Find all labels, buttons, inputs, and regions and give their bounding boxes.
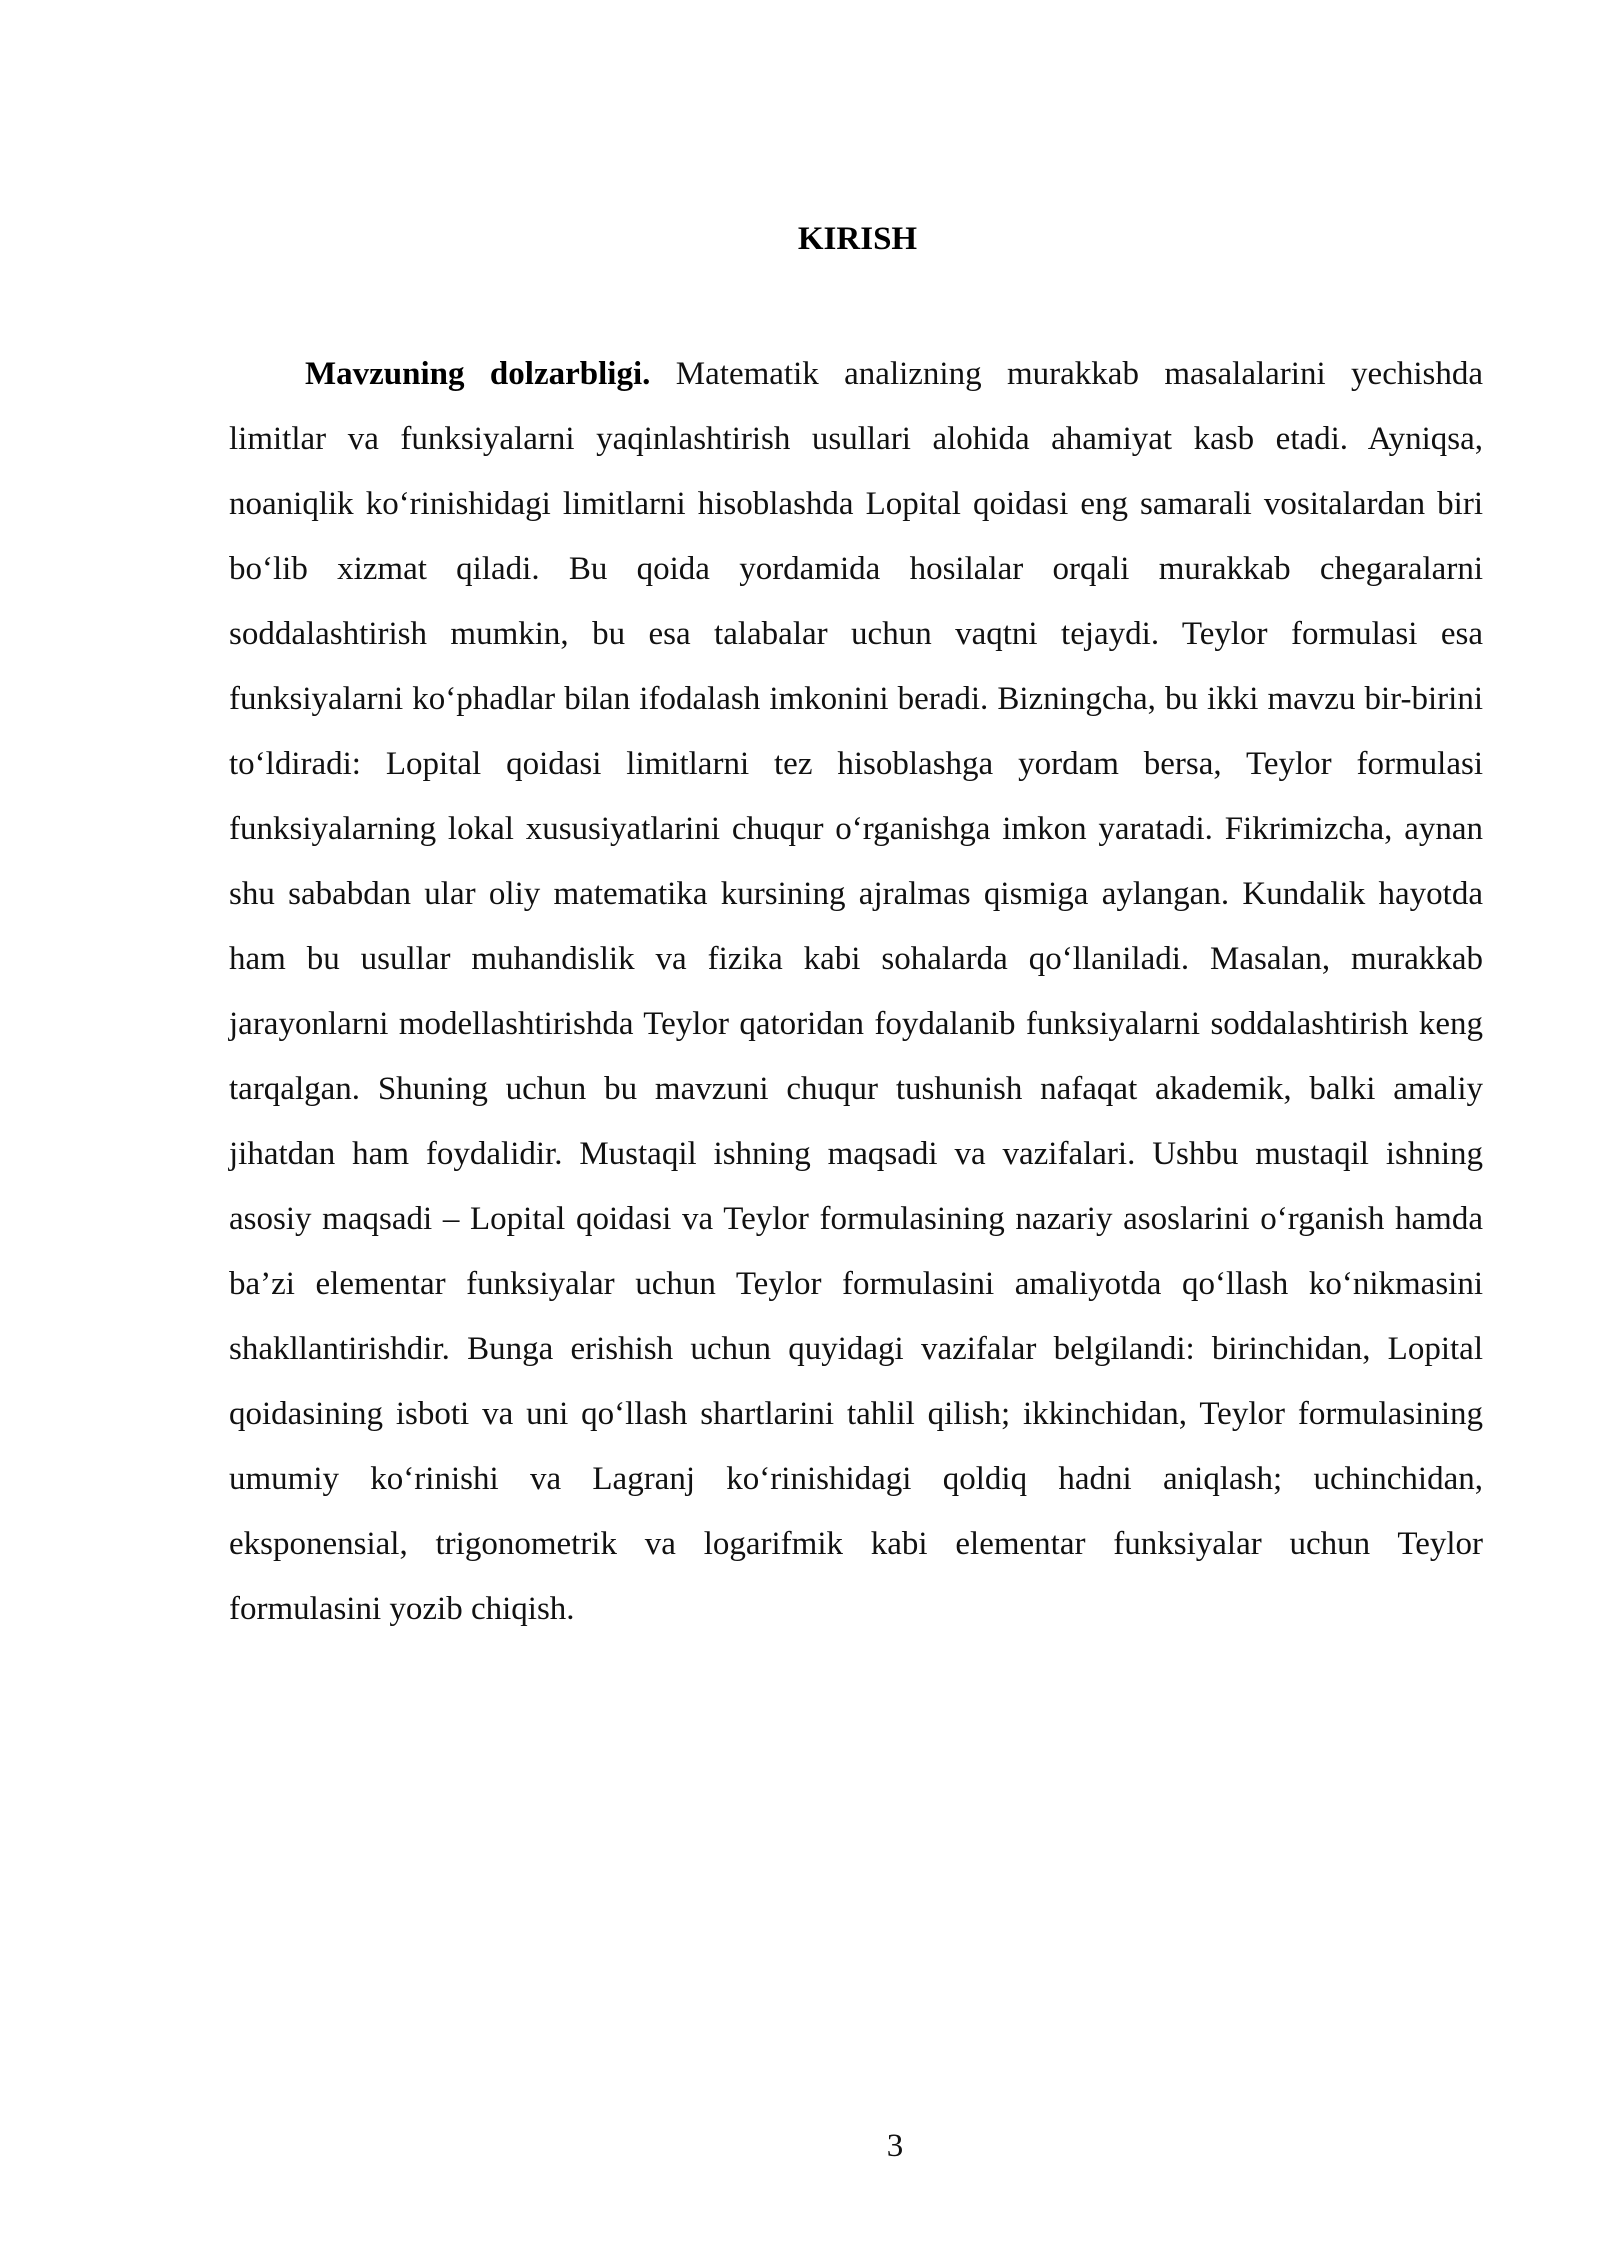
intro-paragraph (229, 342, 1483, 1642)
paragraph-body: Matematik analizning murakkab masalalarini yechishda limitlar va funksiyalarni yaqinlashtirish usullari alohida ahamiyat kasb etadi. Ayniqsa, noaniqlik ko‘rinishidagi limitlarni hisoblashda Lopital qoidasi eng samarali vositalardan biri bo‘lib xizmat qiladi. Bu qoida yordamida hosilalar orqali murakkab chegaralarni soddalashtirish mumkin, bu esa talabalar uchun vaqtni tejaydi. Teylor formulasi esa funksiyalarni ko‘phadlar bilan ifodalash imkonini beradi. Bizningcha, bu ikki mavzu bir-birini to‘ldiradi: Lopital qoidasi limitlarni tez hisoblashga yordam bersa, Teylor formulasi funksiyalarning lokal xususiyatlarini chuqur o‘rganishga imkon yaratadi. Fikrimizcha, aynan shu sababdan ular oliy matematika kursining ajralmas qismiga aylangan. Kundalik hayotda ham bu usullar muhandislik va fizika kabi sohalarda qo‘llaniladi. Masalan, murakkab jarayonlarni modellashtirishda Teylor qatoridan foydalanib funksiyalarni soddalashtirish keng tarqalgan. Shuning uchun bu mavzuni chuqur tushunish nafaqat akademik, balki amaliy jihatdan ham foydalidir. Mustaqil ishning maqsadi va vazifalari. Ushbu mustaqil ishning asosiy maqsadi – Lopital qoidasi va Teylor formulasining nazariy asoslarini o‘rganish hamda ba’zi elementar funksiyalar uchun Teylor formulasini amaliyotda qo‘llash ko‘nikmasini shakllantirishdir. Bunga erishish uchun quyidagi vazifalar belgilandi: birinchidan, Lopital qoidasining isboti va uni qo‘llash shartlarini tahlil qilish; ikkinchidan, Teylor formulasining umumiy ko‘rinishi va Lagranj ko‘rinishidagi qoldiq hadni aniqlash; uchinchidan, eksponensial, trigonometrik va logarifmik kabi elementar funksiyalar uchun Teylor formulasini yozib chiqish. (229, 356, 1483, 1627)
page-number: 3 (886, 2128, 904, 2164)
paragraph-lead: Mavzuning dolzarbligi. (305, 356, 651, 392)
page-title: KIRISH (797, 221, 918, 257)
